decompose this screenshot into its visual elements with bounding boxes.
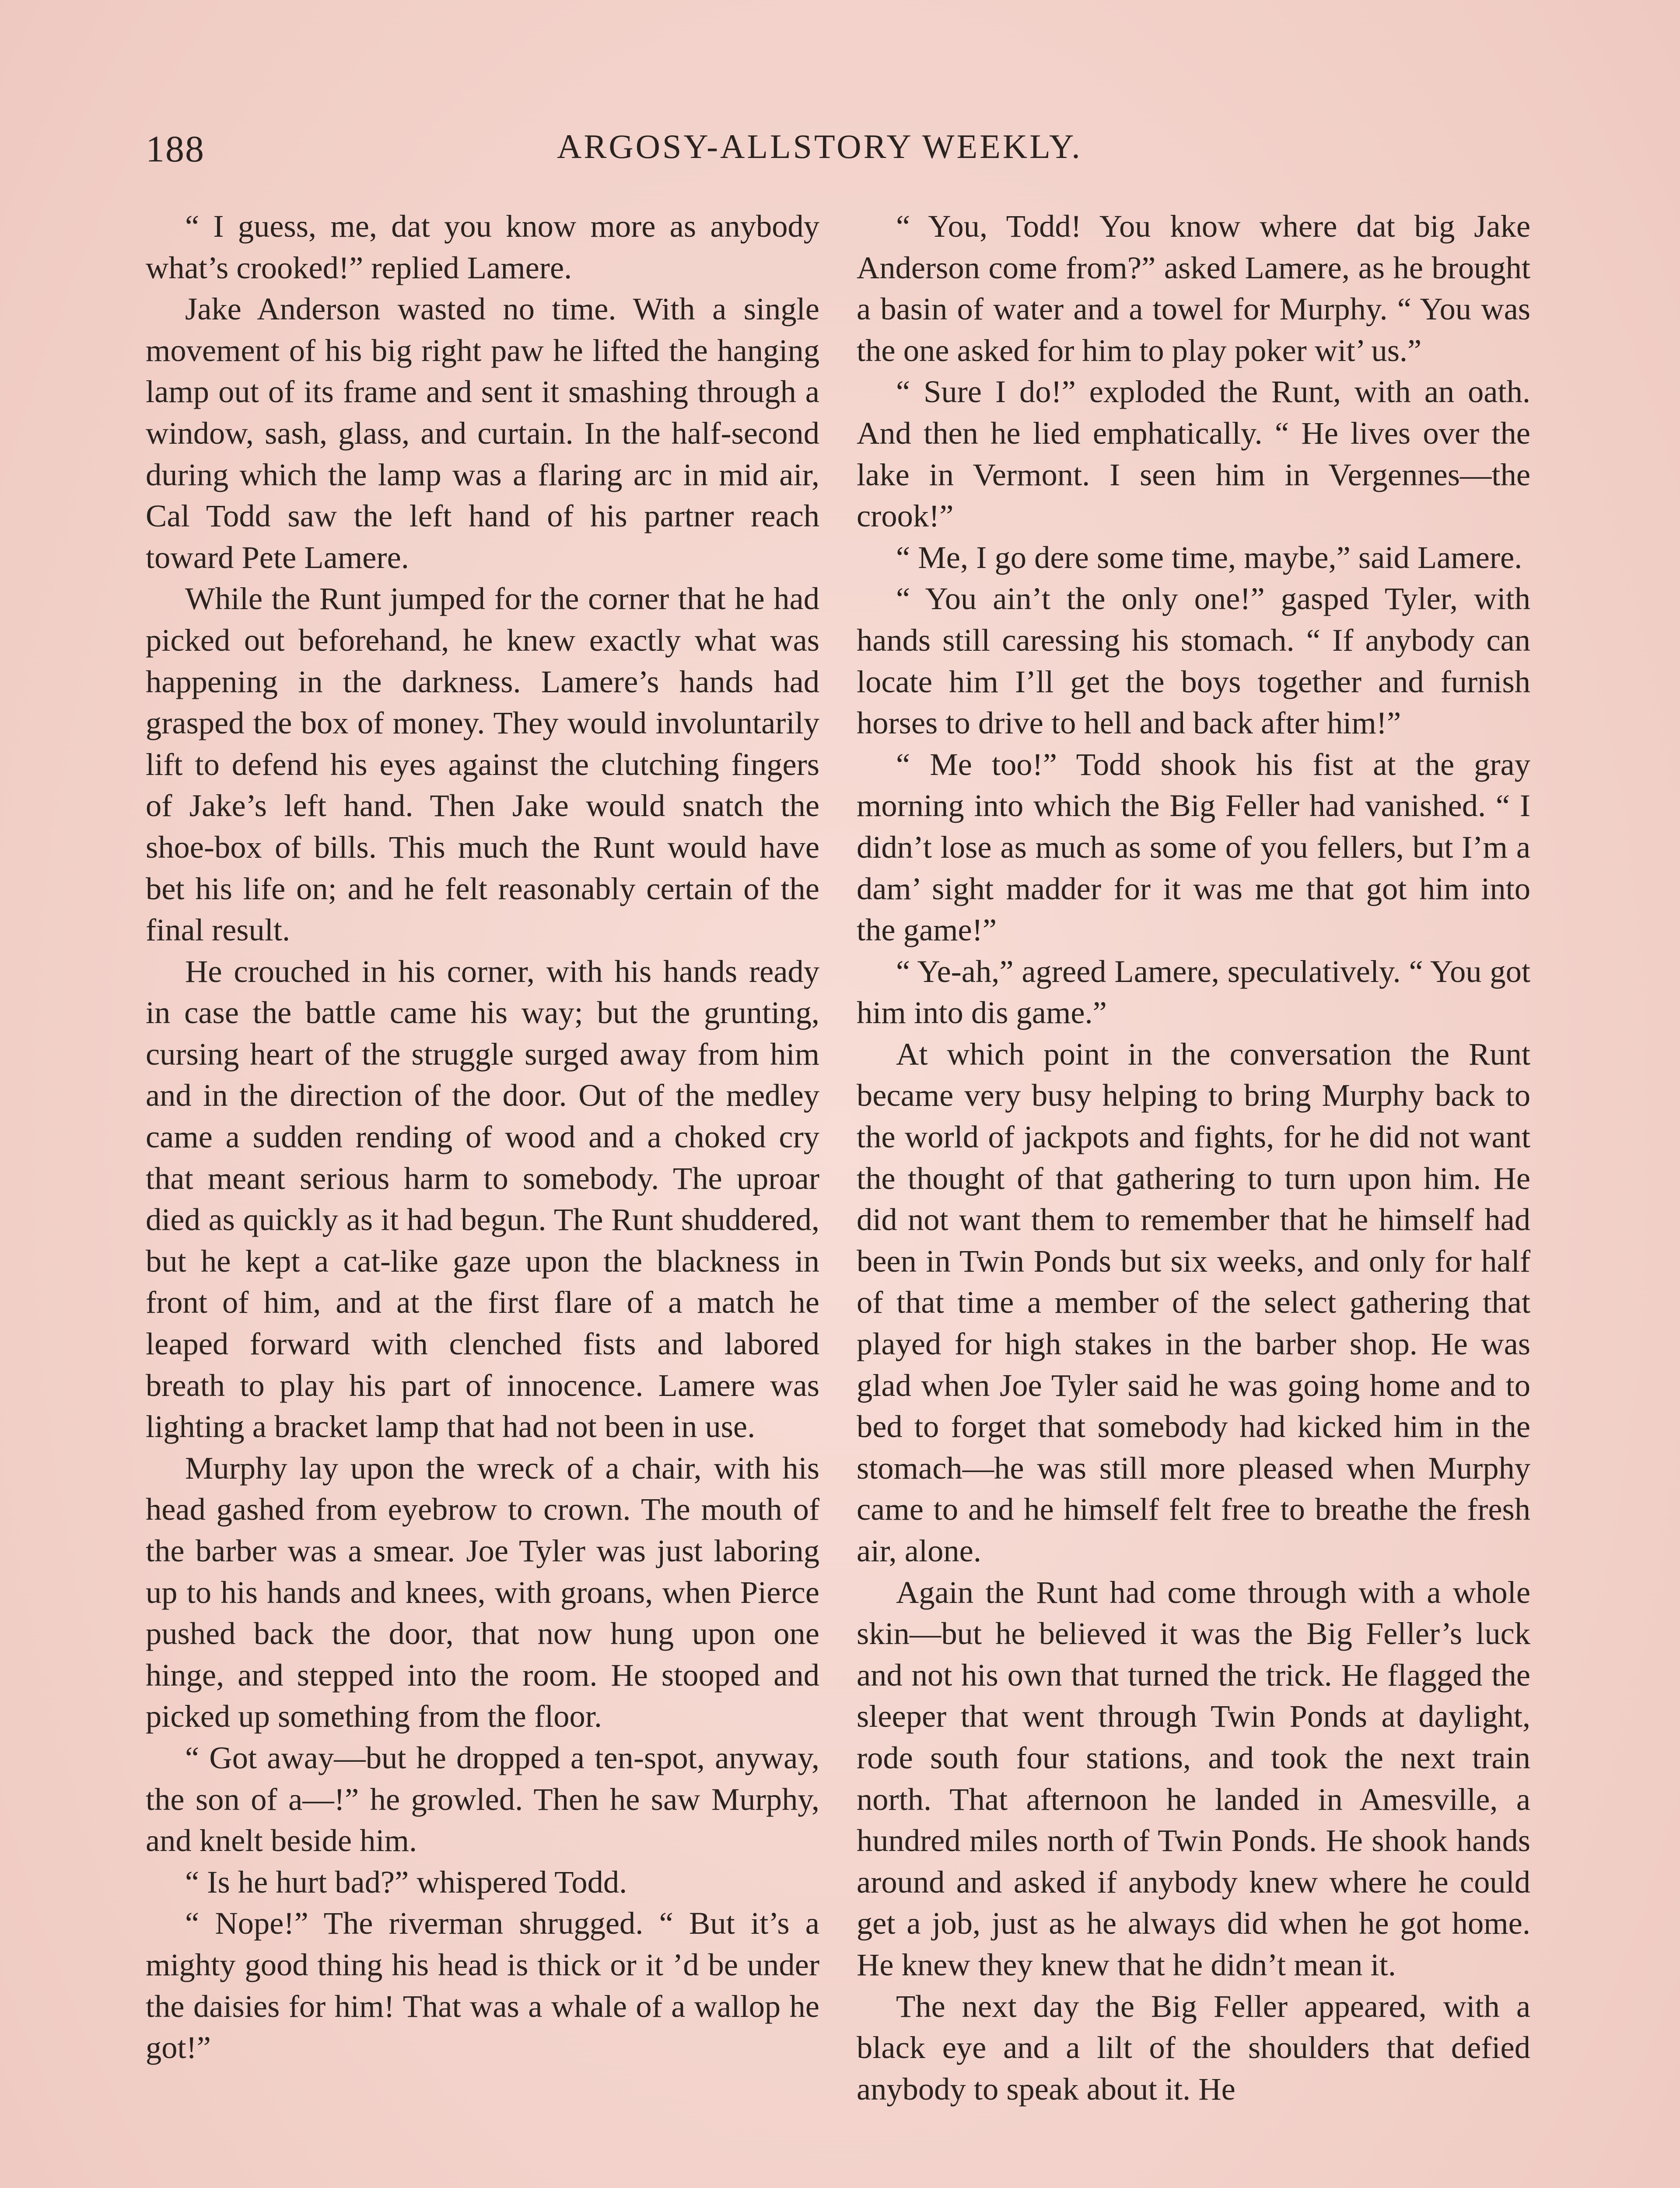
paragraph: “ You ain’t the only one!” gasped Tyler, with hands still caressing his stomach. “ If anybody can locate him I’ll get the boys together and furnish horses to drive to hell and back after him!” [857,581,1530,741]
page-number: 188 [146,128,205,170]
paragraph: At which point in the conversation the Runt became very busy helping to bring Murphy back to the world of jackpots and fights, for he did not want the thought of that gathering to turn upon him. He did not want them to remember that he himself had been in Twin Ponds but six weeks, and only for half of that time a member of the select gathering that played for high stakes in the barber shop. He was glad when Joe Tyler said he was going home and to bed to forget that somebody had kicked him in the stomach—he was still more pleased when Murphy came to and he himself felt free to breathe the fresh air, alone. [857,1036,1530,1568]
left-column [146,206,819,2069]
paragraph: “ Ye-ah,” agreed Lamere, speculatively. “ You got him into dis game.” [857,953,1530,1031]
running-head: ARGOSY-ALLSTORY WEEKLY. [557,127,1082,165]
paragraph: “ Sure I do!” exploded the Runt, with an oath. And then he lied emphatically. “ He lives over the lake in Vermont. I seen him in Vergennes—the crook!” [857,374,1530,534]
paragraph: While the Runt jumped for the corner that he had picked out beforehand, he knew exactly what was happening in the darkness. Lamere’s hands had grasped the box of money. They would involuntarily lift to defend his eyes against the clutching fingers of Jake’s left hand. Then Jake would snatch the shoe-box of bills. This much the Runt would have bet his life on; and he felt reasonably certain of the final result. [146,581,819,948]
paragraph: The next day the Big Feller appeared, with a black eye and a lilt of the shoulders that defied anybody to speak about it. He [857,1988,1530,2107]
paragraph: “ Got away—but he dropped a ten-spot, anyway, the son of a—!” he growled. Then he saw Murphy, and knelt beside him. [146,1739,819,1858]
paragraph: He crouched in his corner, with his hands ready in case the battle came his way; but the grunting, cursing heart of the struggle surged away from him and in the direction of the door. Out of the medley came a sudden rending of wood and a choked cry that meant serious harm to somebody. The uproar died as quickly as it had begun. The Runt shuddered, but he kept a cat-like gaze upon the blackness in front of him, and at the first flare of a match he leaped forward with clenched fists and labored breath to play his part of innocence. Lamere was lighting a bracket lamp that had not been in use. [146,953,819,1445]
page-header [146,127,1544,179]
paragraph: “ I guess, me, dat you know more as anybody what’s crooked!” replied Lamere. [146,208,819,285]
paragraph: Jake Anderson wasted no time. With a single movement of his big right paw he lifted the hanging lamp out of its frame and sent it smashing through a window, sash, glass, and curtain. In the half-second during which the lamp was a flaring arc in mid air, Cal Todd saw the left hand of his partner reach toward Pete Lamere. [146,291,819,575]
paragraph: “ Me too!” Todd shook his fist at the gray morning into which the Big Feller had vanished. “ I didn’t lose as much as some of you fellers, but I’m a dam’ sight madder for it was me that got him into the game!” [857,746,1530,948]
right-column [857,206,1530,2110]
paragraph: “ You, Todd! You know where dat big Jake Anderson come from?” asked Lamere, as he brought a basin of water and a towel for Murphy. “ You was the one asked for him to play poker wit’ us.” [857,208,1530,368]
paragraph: “ Nope!” The riverman shrugged. “ But it’s a mighty good thing his head is thick or it ’d be under the daisies for him! That was a whale of a wallop he got!” [146,1905,819,2065]
paragraph: Again the Runt had come through with a whole skin—but he believed it was the Big Feller’s luck and not his own that turned the trick. He flagged the sleeper that went through Twin Ponds at daylight, rode south four stations, and took the next train north. That afternoon he landed in Amesville, a hundred miles north of Twin Ponds. He shook hands around and asked if anybody knew where he could get a job, just as he always did when he got home. He knew they knew that he didn’t mean it. [857,1574,1530,1982]
paragraph: “ Is he hurt bad?” whispered Todd. [185,1864,627,1900]
paragraph: “ Me, I go dere some time, maybe,” said Lamere. [896,539,1522,575]
paragraph: Murphy lay upon the wreck of a chair, with his head gashed from eyebrow to crown. The mouth of the barber was a smear. Joe Tyler was just laboring up to his hands and knees, with groans, when Pierce pushed back the door, that now hung upon one hinge, and stepped into the room. He stooped and picked up something from the floor. [146,1450,819,1734]
